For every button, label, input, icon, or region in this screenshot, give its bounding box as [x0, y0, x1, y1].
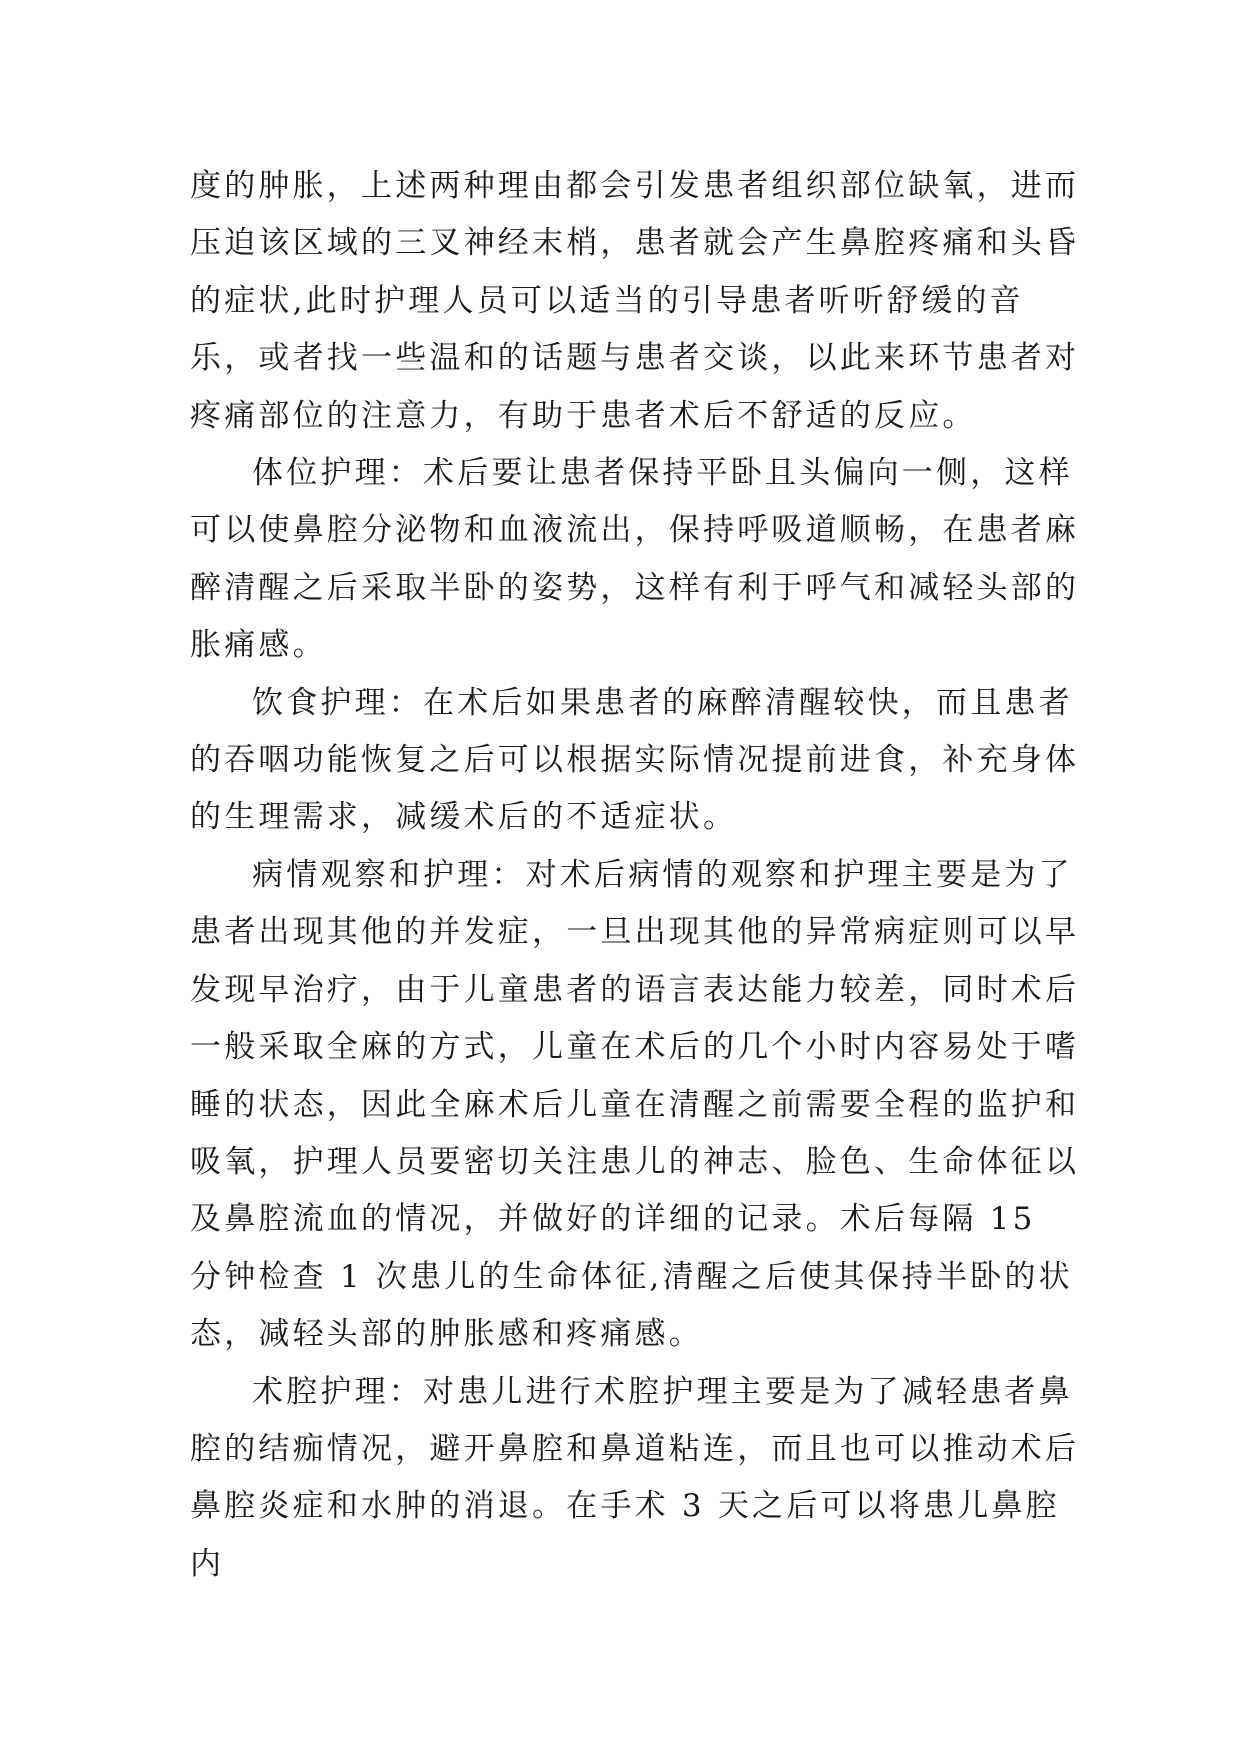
paragraph-position-care: 体位护理：术后要让患者保持平卧且头偏向一侧，这样可以使鼻腔分泌物和血液流出，保持呼吸道顺畅，在患者麻醉清醒之后采取半卧的姿势，这样有利于呼气和减轻头部的胀痛感。: [190, 455, 1080, 664]
paragraph-condition-observation: 病情观察和护理：对术后病情的观察和护理主要是为了患者出现其他的并发症，一旦出现其他的异常病症则可以早发现早治疗，由于儿童患者的语言表达能力较差，同时术后一般采取全麻的方式，儿童在术后的几个小时内容易处于嗜睡的状态，因此全麻术后儿童在清醒之前需要全程的监护和吸氧，护理人员要密切关注患儿的神志、脸色、生命体征以及鼻腔流血的情况，并做好的详细的记录。术后每隔 15 分钟检查 1 次患儿的生命体征,清醒之后使其保持半卧的状态，减轻头部的肿胀感和疼痛感。: [190, 856, 1080, 1353]
paragraph-diet-care: 饮食护理：在术后如果患者的麻醉清醒较快，而且患者的吞咽功能恢复之后可以根据实际情况提前进食，补充身体的生理需求，减缓术后的不适症状。: [190, 684, 1080, 836]
body-text: [190, 158, 1080, 1593]
paragraph-swelling-pain: 度的肿胀，上述两种理由都会引发患者组织部位缺氧，进而压迫该区域的三叉神经末梢，患者就会产生鼻腔疼痛和头昏的症状,此时护理人员可以适当的引导患者听听舒缓的音乐，或者找一些温和的话题与患者交谈，以此来环节患者对疼痛部位的注意力，有助于患者术后不舒适的反应。: [190, 168, 1080, 434]
paragraph-cavity-care: 术腔护理：对患儿进行术腔护理主要是为了减轻患者鼻腔的结痂情况，避开鼻腔和鼻道粘连，而且也可以推动术后鼻腔炎症和水肿的消退。在手术 3 天之后可以将患儿鼻腔内: [190, 1373, 1080, 1582]
